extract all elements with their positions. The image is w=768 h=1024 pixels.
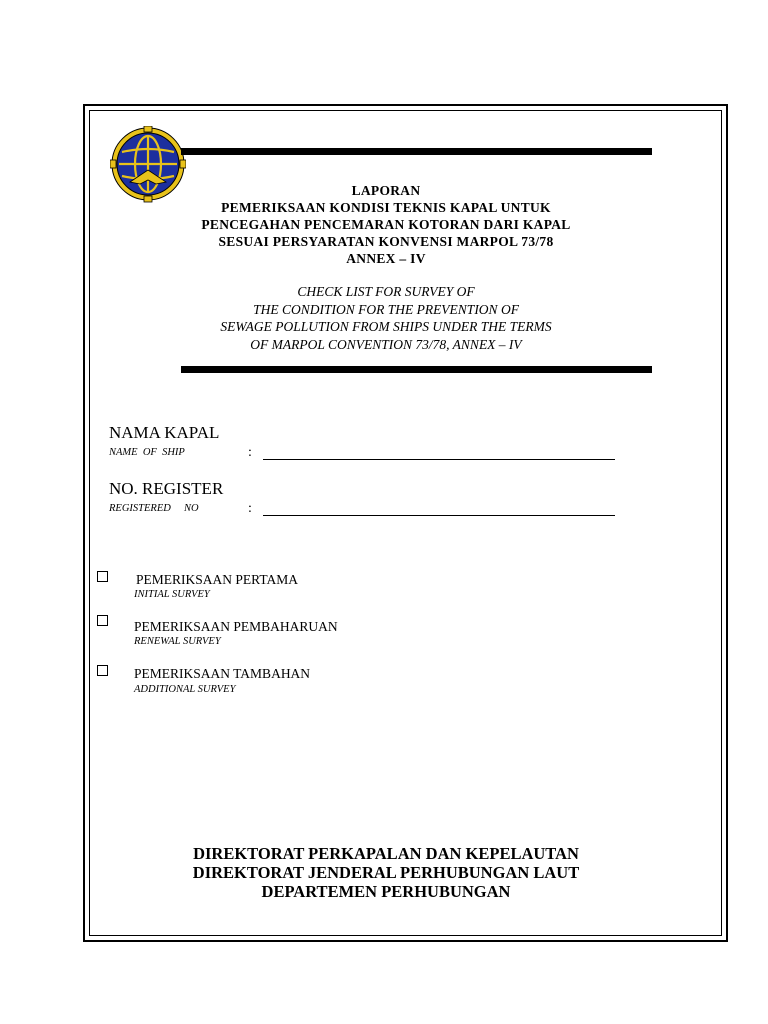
authority-line: DIREKTORAT JENDERAL PERHUBUNGAN LAUT xyxy=(192,863,580,882)
subtitle-line: THE CONDITION FOR THE PREVENTION OF xyxy=(253,301,519,317)
authority-line: DEPARTEMEN PERHUBUNGAN xyxy=(261,882,511,901)
subtitle-line: OF MARPOL CONVENTION 73/78, ANNEX – IV xyxy=(250,336,522,352)
title-line: PEMERIKSAAN KONDISI TEKNIS KAPAL UNTUK xyxy=(221,200,551,215)
header-rule-bottom xyxy=(181,366,652,373)
subtitle-line: CHECK LIST FOR SURVEY OF xyxy=(297,284,475,299)
report-subtitle xyxy=(180,283,592,353)
register-number-sublabel: REGISTERED NO xyxy=(109,503,199,514)
title-line: SESUAI PERSYARATAN KONVENSI MARPOL 73/78 xyxy=(218,234,554,249)
subtitle-line: SEWAGE POLLUTION FROM SHIPS UNDER THE TERMS xyxy=(220,319,552,334)
additional-survey-checkbox[interactable] xyxy=(97,665,108,676)
title-line: PENCEGAHAN PENCEMARAN KOTORAN DARI KAPAL xyxy=(201,217,571,232)
register-number-label: NO. REGISTER xyxy=(109,479,224,498)
initial-survey-sublabel: INITIAL SURVEY xyxy=(134,589,210,600)
ship-name-sublabel: NAME OF SHIP xyxy=(109,447,185,458)
title-line: LAPORAN xyxy=(351,183,421,198)
ship-name-label: NAMA KAPAL xyxy=(109,423,220,442)
ship-name-field[interactable] xyxy=(263,445,615,460)
issuing-authority xyxy=(150,844,622,901)
renewal-survey-checkbox[interactable] xyxy=(97,615,108,626)
globe-emblem-icon xyxy=(110,126,186,206)
ship-name-colon: : xyxy=(248,445,252,460)
initial-survey-label: PEMERIKSAAN PERTAMA xyxy=(136,572,298,587)
title-line: ANNEX – IV xyxy=(346,251,426,266)
initial-survey-checkbox[interactable] xyxy=(97,571,108,582)
additional-survey-label: PEMERIKSAAN TAMBAHAN xyxy=(134,666,311,681)
authority-line: DIREKTORAT PERKAPALAN DAN KEPELAUTAN xyxy=(193,844,579,863)
additional-survey-sublabel: ADDITIONAL SURVEY xyxy=(134,684,236,695)
renewal-survey-label: PEMERIKSAAN PEMBAHARUAN xyxy=(134,619,338,634)
register-number-field[interactable] xyxy=(263,501,615,516)
renewal-survey-sublabel: RENEWAL SURVEY xyxy=(134,636,221,647)
report-title xyxy=(180,182,592,267)
header-rule-top xyxy=(181,148,652,155)
register-number-colon: : xyxy=(248,501,252,516)
